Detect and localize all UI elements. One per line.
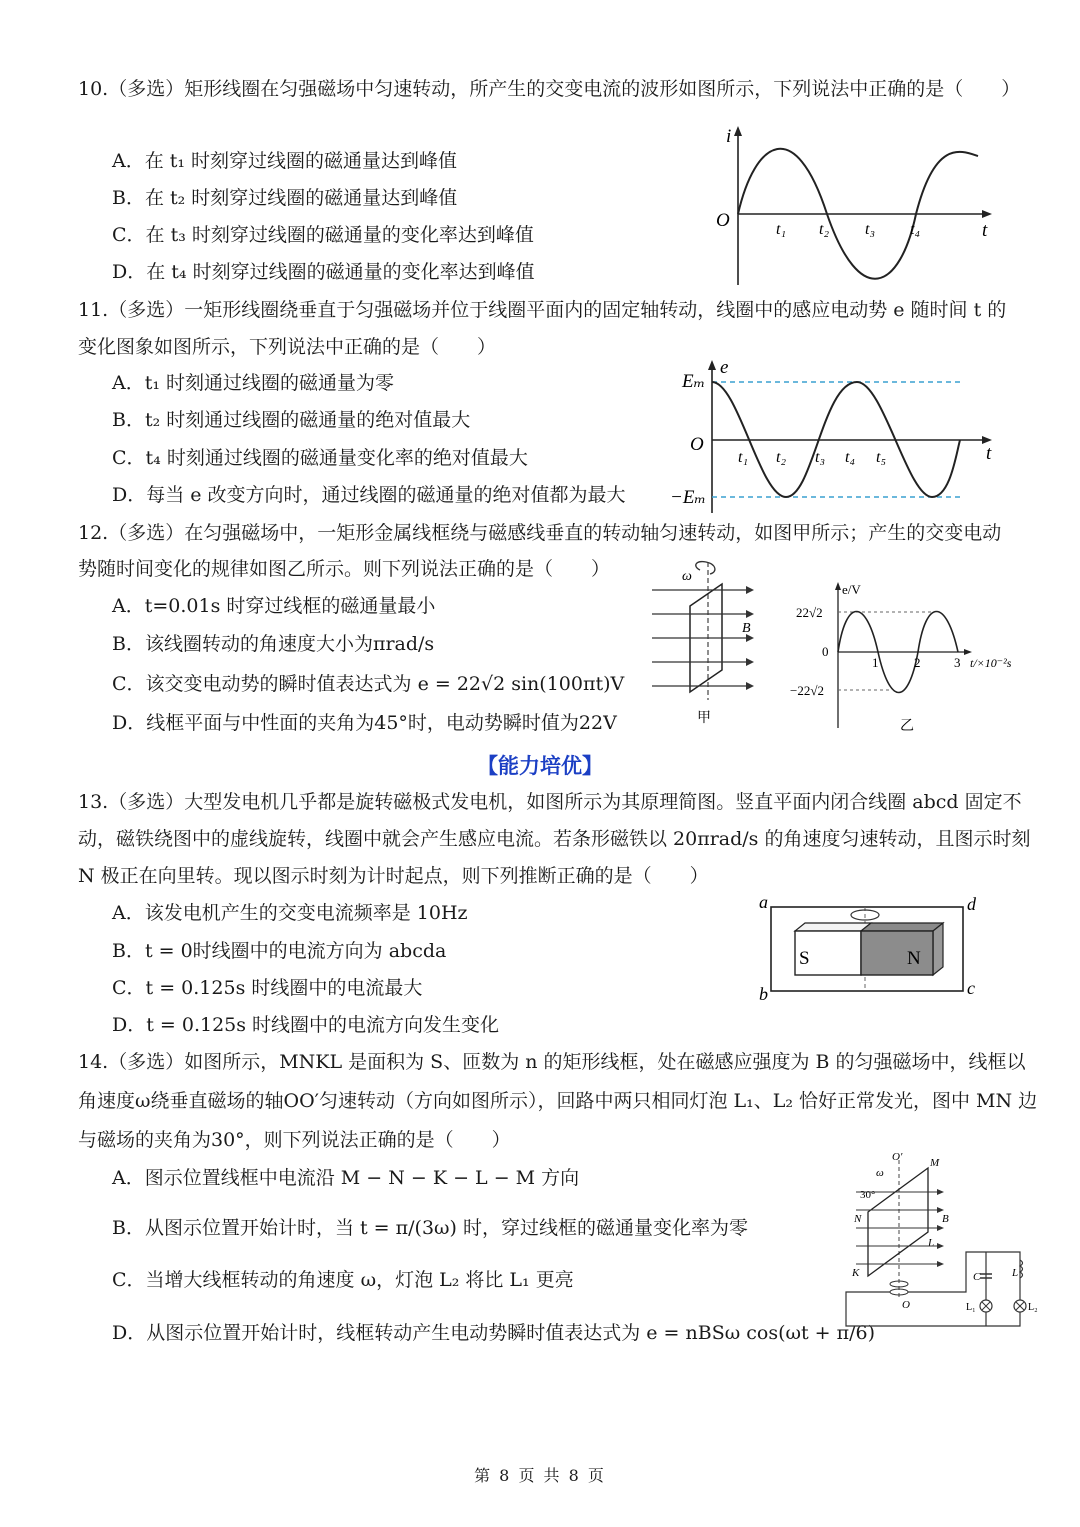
q14-option-b[interactable]: B．从图示位置开始计时，当 t = π/(3ω) 时，穿过线框的磁通量变化率为零 bbox=[112, 1217, 748, 1239]
q14-label-N: N bbox=[854, 1213, 862, 1225]
q13-stem-line2: 动，磁铁绕图中的虚线旋转，线圈中就会产生感应电流。若条形磁铁以 20πrad/s 的角速度匀速转动，且图示时刻 bbox=[78, 828, 1031, 850]
q13-label-S: S bbox=[799, 948, 810, 969]
q14-label-Otop: O′ bbox=[892, 1151, 903, 1163]
q12-stem-line2: 势随时间变化的规律如图乙所示。则下列说法正确的是（ ） bbox=[78, 558, 611, 580]
q11-neg-em-label: −Eₘ bbox=[670, 487, 707, 508]
q12-yi-xunit: t/×10⁻²s bbox=[970, 656, 1012, 670]
q10-tick-t2: t₂ bbox=[819, 221, 830, 238]
q11-x-label: t bbox=[986, 443, 992, 464]
q12-option-c[interactable]: C．该交变电动势的瞬时值表达式为 e = 22√2 sin(100πt)V bbox=[112, 673, 625, 695]
q12-option-a[interactable]: A．t=0.01s 时穿过线框的磁通量最小 bbox=[112, 595, 436, 617]
q10-current-graph bbox=[700, 120, 1000, 290]
q11-tick-t1: t₁ bbox=[738, 449, 749, 466]
q10-option-a[interactable]: A．在 t₁ 时刻穿过线圈的磁通量达到峰值 bbox=[112, 150, 458, 172]
q14-circuit-wire bbox=[846, 1252, 1020, 1326]
q12-fig-jia bbox=[648, 560, 768, 730]
q12-fig-yi bbox=[786, 578, 1036, 738]
q11-option-c[interactable]: C．t₄ 时刻通过线圈的磁通量变化率的绝对值最大 bbox=[112, 447, 528, 469]
q12-caption-yi: 乙 bbox=[900, 719, 914, 734]
q14-stem-line3: 与磁场的夹角为30°，则下列说法正确的是（ ） bbox=[78, 1129, 511, 1151]
q14-label-omega: ω bbox=[876, 1167, 884, 1179]
q14-label-Obottom: O bbox=[902, 1299, 910, 1311]
q10-tick-t4: t₄ bbox=[910, 221, 921, 238]
q13-generator-figure bbox=[755, 893, 985, 1005]
q13-stem-line1: 13.（多选）大型发电机几乎都是旋转磁极式发电机，如图所示为其原理简图。竖直平面内闭合线圈 abcd 固定不 bbox=[78, 791, 1022, 813]
q14-circuit-figure bbox=[836, 1150, 1046, 1330]
q10-y-label: i bbox=[726, 126, 732, 147]
q13-label-a: a bbox=[759, 892, 768, 912]
page-footer: 第 8 页 共 8 页 bbox=[474, 1466, 606, 1485]
q13-option-d[interactable]: D．t = 0.125s 时线圈中的电流方向发生变化 bbox=[112, 1014, 500, 1036]
q13-option-c[interactable]: C．t = 0.125s 时线圈中的电流最大 bbox=[112, 977, 423, 999]
q12-option-b[interactable]: B．该线圈转动的角速度大小为πrad/s bbox=[112, 633, 435, 655]
q11-tick-t5: t₅ bbox=[876, 449, 887, 466]
q14-label-L2: L₂ bbox=[1028, 1302, 1038, 1313]
q11-tick-t2: t₂ bbox=[776, 449, 787, 466]
q11-emf-graph bbox=[668, 355, 998, 515]
q11-origin-label: O bbox=[690, 434, 704, 455]
q13-magnet-top bbox=[795, 923, 871, 931]
q10-x-label: t bbox=[982, 220, 988, 241]
q10-y-arrow bbox=[734, 126, 742, 136]
q10-tick-t1: t₁ bbox=[776, 221, 787, 238]
q10-origin-label: O bbox=[716, 210, 730, 231]
q12-yi-tick1: 1 bbox=[872, 655, 879, 670]
q14-label-M: M bbox=[930, 1157, 940, 1169]
q12-yi-tick2: 2 bbox=[914, 655, 921, 670]
q14-label-Lcoil: L bbox=[1012, 1267, 1019, 1279]
q11-tick-t4: t₄ bbox=[845, 449, 856, 466]
q14-frame-mnkl bbox=[868, 1168, 928, 1276]
q12-option-d[interactable]: D．线框平面与中性面的夹角为45°时，电动势瞬时值为22V bbox=[112, 712, 617, 734]
q11-option-b[interactable]: B．t₂ 时刻通过线圈的磁通量的绝对值最大 bbox=[112, 409, 471, 431]
q14-stem-line2: 角速度ω绕垂直磁场的轴OO′匀速转动（方向如图所示），回路中两只相同灯泡 L₁、L₂ 恰好正常发光，图中 MN 边 bbox=[78, 1090, 1038, 1112]
q13-label-N: N bbox=[907, 948, 921, 969]
q13-option-a[interactable]: A．该发电机产生的交变电流频率是 10Hz bbox=[112, 902, 468, 924]
q13-option-b[interactable]: B．t = 0时线圈中的电流方向为 abcda bbox=[112, 940, 447, 962]
q12-rotation-arrow bbox=[696, 562, 715, 574]
q11-option-a[interactable]: A．t₁ 时刻通过线圈的磁通量为零 bbox=[112, 372, 395, 394]
q12-yi-pos: 22√2 bbox=[796, 605, 823, 620]
q10-option-c[interactable]: C．在 t₃ 时刻穿过线圈的磁通量的变化率达到峰值 bbox=[112, 224, 534, 246]
q11-option-d[interactable]: D．每当 e 改变方向时，通过线圈的磁通量的绝对值都为最大 bbox=[112, 484, 626, 506]
q11-em-label: Eₘ bbox=[682, 371, 706, 392]
q12-yi-neg: −22√2 bbox=[790, 683, 824, 698]
q12-B-label: B bbox=[742, 621, 751, 636]
q14-option-d[interactable]: D．从图示位置开始计时，线框转动产生电动势瞬时值表达式为 e = nBSω cos(ωt + π/6) bbox=[112, 1322, 876, 1344]
q13-magnet-n bbox=[861, 931, 933, 975]
q14-option-a[interactable]: A．图示位置线框中电流沿 M − N − K − L − M 方向 bbox=[112, 1167, 580, 1189]
q10-tick-t3: t₃ bbox=[865, 221, 876, 238]
section-title: 【能力培优】 bbox=[477, 754, 603, 778]
q14-label-L1: L₁ bbox=[966, 1302, 976, 1313]
q12-stem-line1: 12.（多选）在匀强磁场中，一矩形金属线框绕与磁感线垂直的转动轴匀速转动，如图甲所示；产生的交变电动 bbox=[78, 522, 1002, 544]
q12-yi-zero: 0 bbox=[822, 644, 829, 659]
q12-omega-label: ω bbox=[682, 569, 692, 584]
q14-stem-line1: 14.（多选）如图所示，MNKL 是面积为 S、匝数为 n 的矩形线框，处在磁感应强度为 B 的匀强磁场中，线框以 bbox=[78, 1051, 1026, 1073]
q14-option-c[interactable]: C．当增大线框转动的角速度 ω，灯泡 L₂ 将比 L₁ 更亮 bbox=[112, 1269, 574, 1291]
q13-label-d: d bbox=[967, 894, 976, 914]
q12-yi-tick3: 3 bbox=[954, 655, 961, 670]
q10-option-b[interactable]: B．在 t₂ 时刻穿过线圈的磁通量达到峰值 bbox=[112, 187, 458, 209]
q13-stem-line3: N 极正在向里转。现以图示时刻为计时起点，则下列推断正确的是（ ） bbox=[78, 865, 709, 887]
q11-y-label: e bbox=[720, 357, 729, 378]
q12-caption-jia: 甲 bbox=[697, 711, 711, 726]
q13-label-b: b bbox=[759, 984, 768, 1004]
q14-label-B: B bbox=[942, 1213, 949, 1225]
q13-label-c: c bbox=[967, 978, 975, 998]
q11-tick-t3: t₃ bbox=[815, 449, 826, 466]
q10-x-arrow bbox=[982, 210, 992, 218]
q14-label-angle: 30° bbox=[860, 1189, 876, 1201]
q10-stem: 10.（多选）矩形线圈在匀强磁场中匀速转动，所产生的交变电流的波形如图所示，下列说法中正确的是（ ） bbox=[78, 78, 1021, 100]
q10-option-d[interactable]: D．在 t₄ 时刻穿过线圈的磁通量的变化率达到峰值 bbox=[112, 261, 535, 283]
q12-yi-ylabel: e/V bbox=[842, 582, 861, 597]
q14-label-C: C bbox=[973, 1271, 981, 1283]
q14-label-L: L bbox=[928, 1237, 935, 1249]
q11-stem-line1: 11.（多选）一矩形线圈绕垂直于匀强磁场并位于线圈平面内的固定轴转动，线圈中的感应电动势 e 随时间 t 的 bbox=[78, 299, 1007, 321]
q11-stem-line2: 变化图象如图所示，下列说法中正确的是（ ） bbox=[78, 336, 497, 358]
q11-y-arrow bbox=[708, 360, 716, 370]
q14-label-K: K bbox=[852, 1267, 860, 1279]
